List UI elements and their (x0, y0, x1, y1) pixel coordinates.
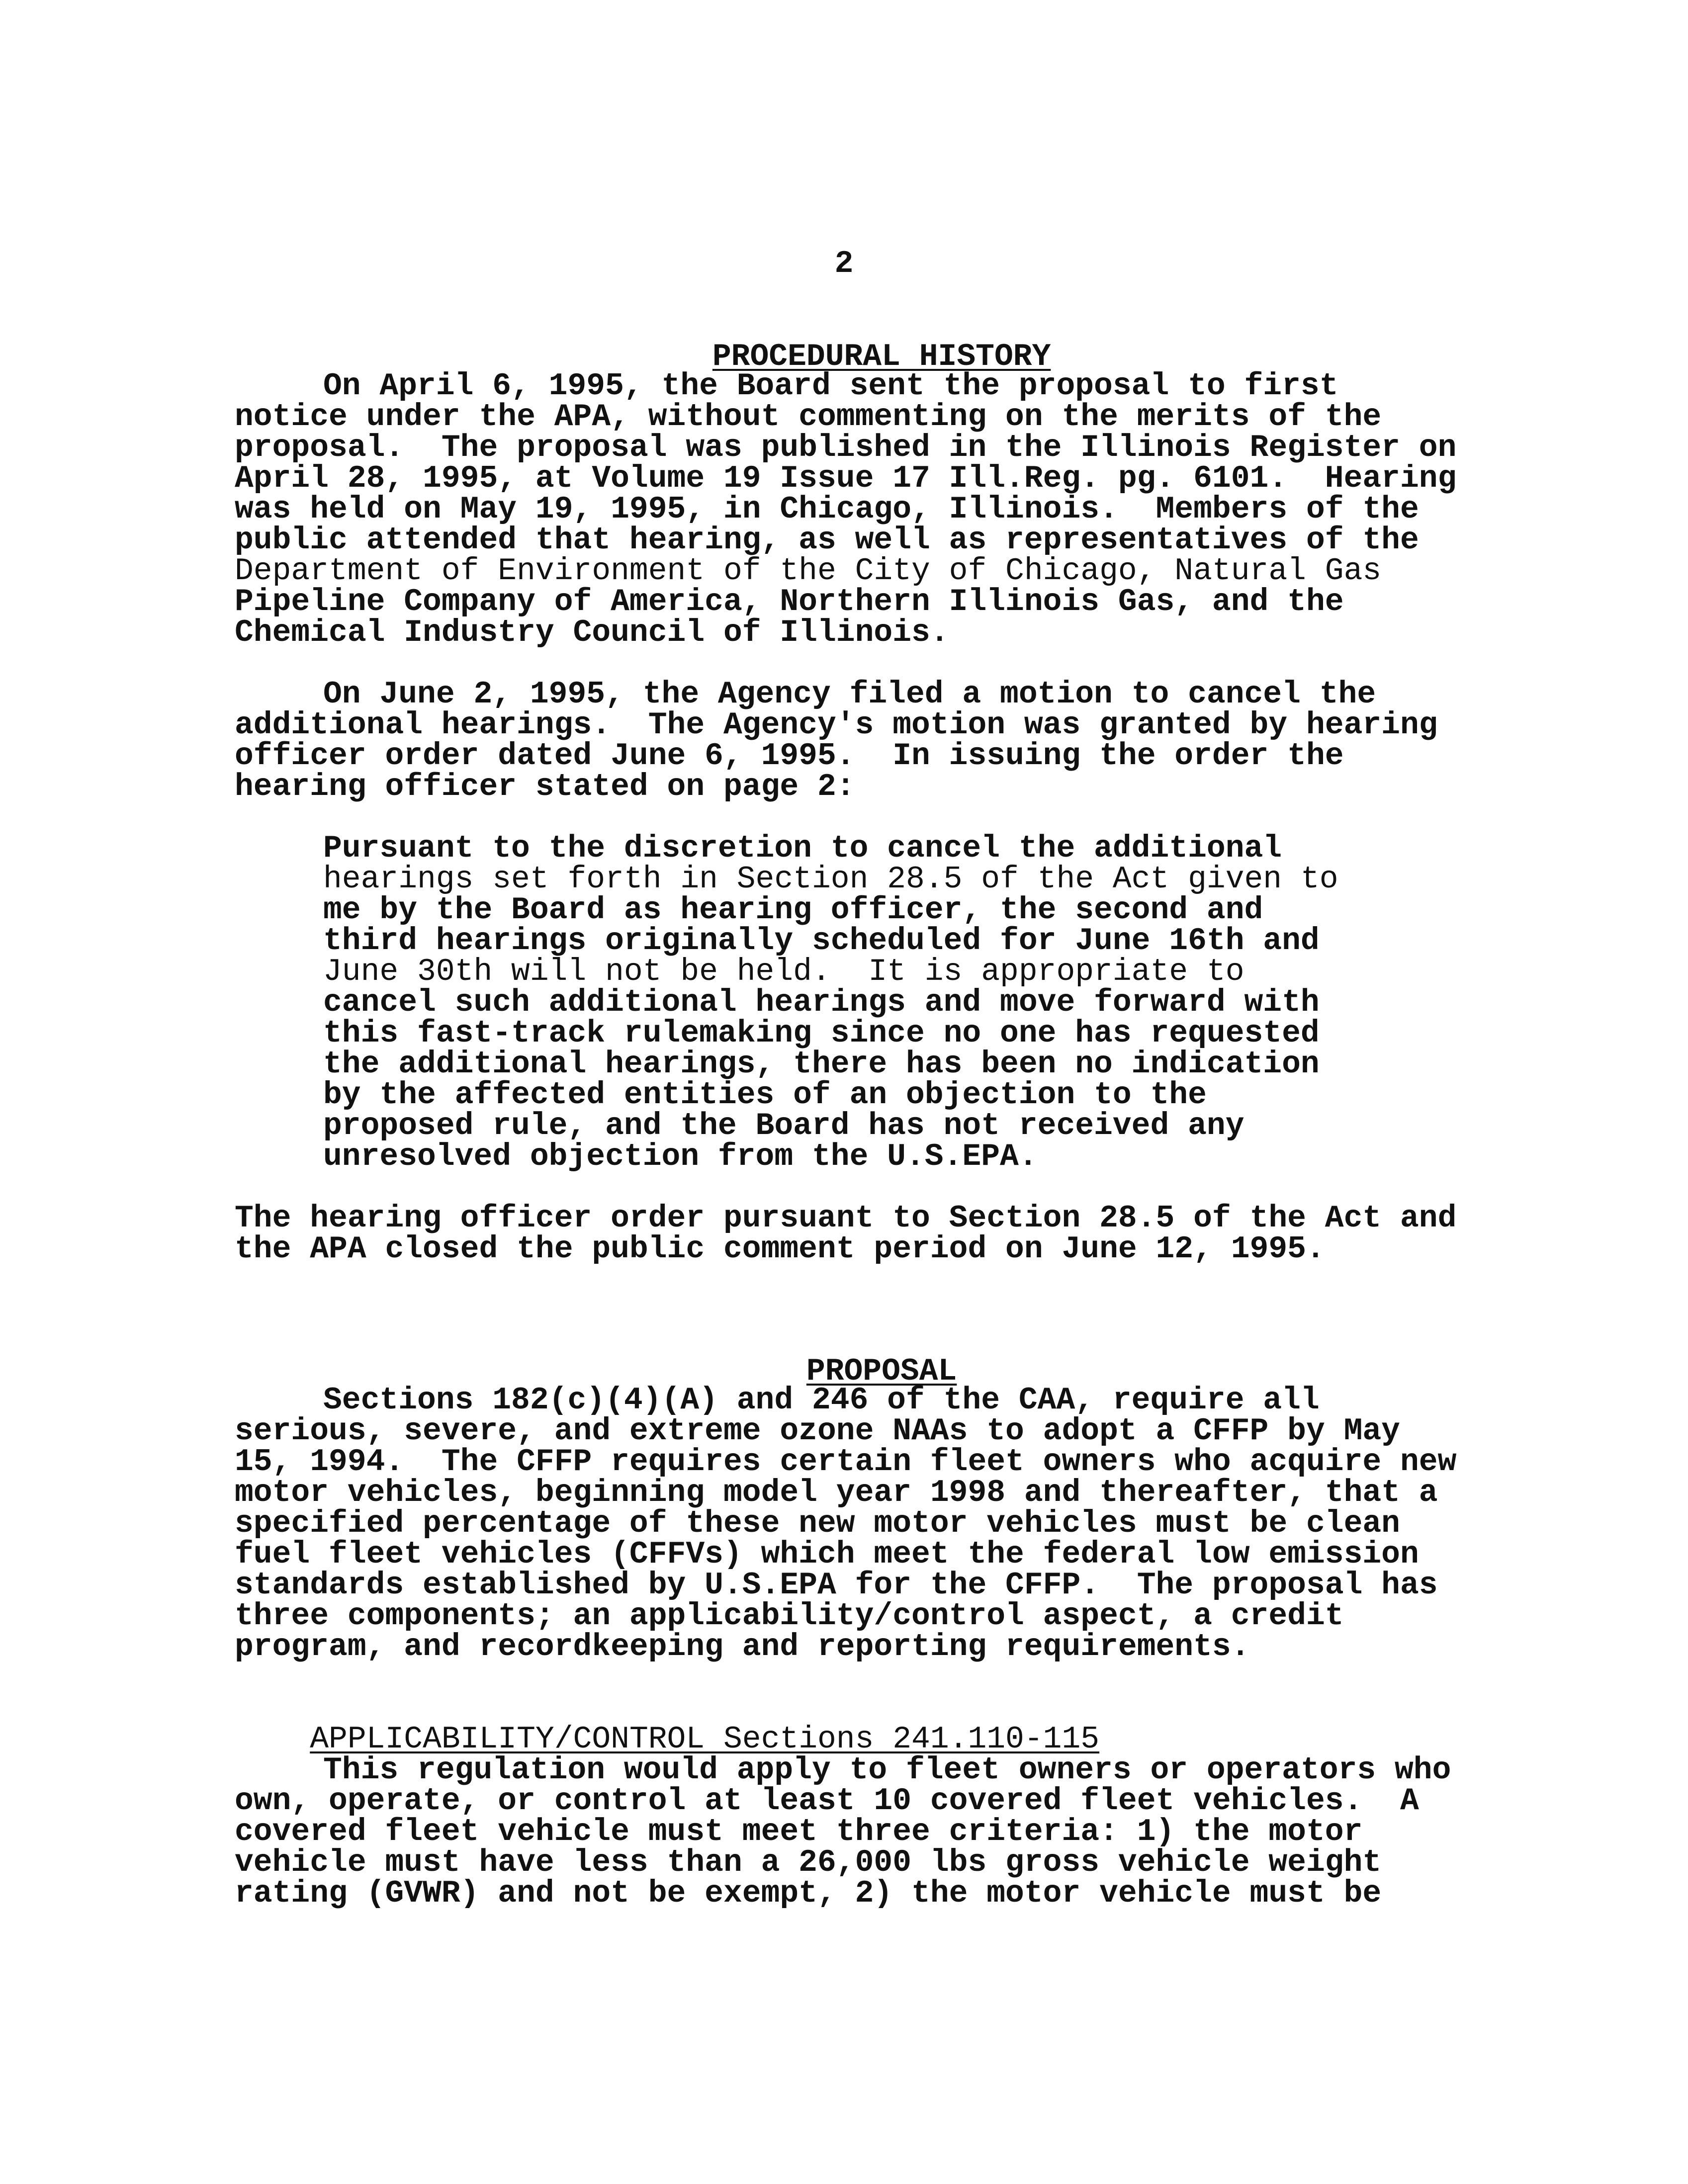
text-line: was held on May 19, 1995, in Chicago, Illinois. Members of the (235, 492, 1419, 527)
quote-line: the additional hearings, there has been no indication (323, 1047, 1320, 1082)
text-line: On June 2, 1995, the Agency filed a motion to cancel the (323, 677, 1376, 712)
text-line: notice under the APA, without commenting on the merits of the (235, 399, 1382, 435)
text-line: three components; an applicability/control aspect, a credit (235, 1598, 1344, 1634)
text-line: On April 6, 1995, the Board sent the proposal to first (323, 368, 1338, 404)
text-line: standards established by U.S.EPA for the CFFP. The proposal has (235, 1568, 1438, 1603)
text-line: vehicle must have less than a 26,000 lbs gross vehicle weight (235, 1845, 1382, 1880)
text-line: rating (GVWR) and not be exempt, 2) the motor vehicle must be (235, 1876, 1382, 1911)
text-line: additional hearings. The Agency's motion was granted by hearing (235, 707, 1438, 743)
quote-line: unresolved objection from the U.S.EPA. (323, 1139, 1038, 1174)
text-line: Department of Environment of the City of Chicago, Natural Gas (235, 553, 1382, 589)
quote-line: me by the Board as hearing officer, the second and (323, 892, 1263, 928)
text-line: public attended that hearing, as well as representatives of the (235, 523, 1419, 558)
text-line: the APA closed the public comment period on June 12, 1995. (235, 1231, 1325, 1267)
text-line: 15, 1994. The CFFP requires certain fleet owners who acquire new (235, 1444, 1457, 1480)
text-line: serious, severe, and extreme ozone NAAs to adopt a CFFP by May (235, 1413, 1400, 1449)
quote-line: this fast-track rulemaking since no one has requested (323, 1016, 1320, 1051)
text-line: motor vehicles, beginning model year 1998 and thereafter, that a (235, 1475, 1438, 1510)
quote-line: cancel such additional hearings and move forward with (323, 985, 1320, 1020)
text-line: covered fleet vehicle must meet three criteria: 1) the motor (235, 1814, 1363, 1849)
text-line: proposal. The proposal was published in the Illinois Register on (235, 430, 1457, 465)
text-line: Sections 182(c)(4)(A) and 246 of the CAA, require all (323, 1383, 1320, 1418)
text-line: Chemical Industry Council of Illinois. (235, 615, 949, 650)
quote-line: hearings set forth in Section 28.5 of the Act given to (323, 862, 1338, 897)
text-line: fuel fleet vehicles (CFFVs) which meet the federal low emission (235, 1537, 1419, 1572)
quote-line: Pursuant to the discretion to cancel the additional (323, 831, 1282, 866)
text-line: Pipeline Company of America, Northern Illinois Gas, and the (235, 584, 1344, 619)
quote-line: June 30th will not be held. It is appropriate to (323, 954, 1244, 989)
text-line: hearing officer stated on page 2: (235, 769, 855, 804)
text-line: specified percentage of these new motor vehicles must be clean (235, 1506, 1400, 1541)
text-line: April 28, 1995, at Volume 19 Issue 17 Ill.Reg. pg. 6101. Hearing (235, 461, 1457, 496)
text-line: This regulation would apply to fleet owners or operators who (323, 1752, 1451, 1788)
text-line: program, and recordkeeping and reporting requirements. (235, 1629, 1250, 1664)
quote-line: proposed rule, and the Board has not received any (323, 1108, 1244, 1143)
page-number: 2 (834, 246, 854, 281)
proposal-heading-text: PROPOSAL (806, 1354, 957, 1389)
procedural-history-heading-text: PROCEDURAL HISTORY (712, 339, 1051, 374)
text-line: officer order dated June 6, 1995. In issuing the order the (235, 738, 1344, 774)
text-line: own, operate, or control at least 10 covered fleet vehicles. A (235, 1783, 1419, 1819)
text-line: The hearing officer order pursuant to Section 28.5 of the Act and (235, 1201, 1457, 1236)
quote-line: third hearings originally scheduled for June 16th and (323, 923, 1320, 959)
subheading-text: APPLICABILITY/CONTROL Sections 241.110-115 (310, 1722, 1100, 1757)
quote-line: by the affected entities of an objection to the (323, 1077, 1207, 1113)
